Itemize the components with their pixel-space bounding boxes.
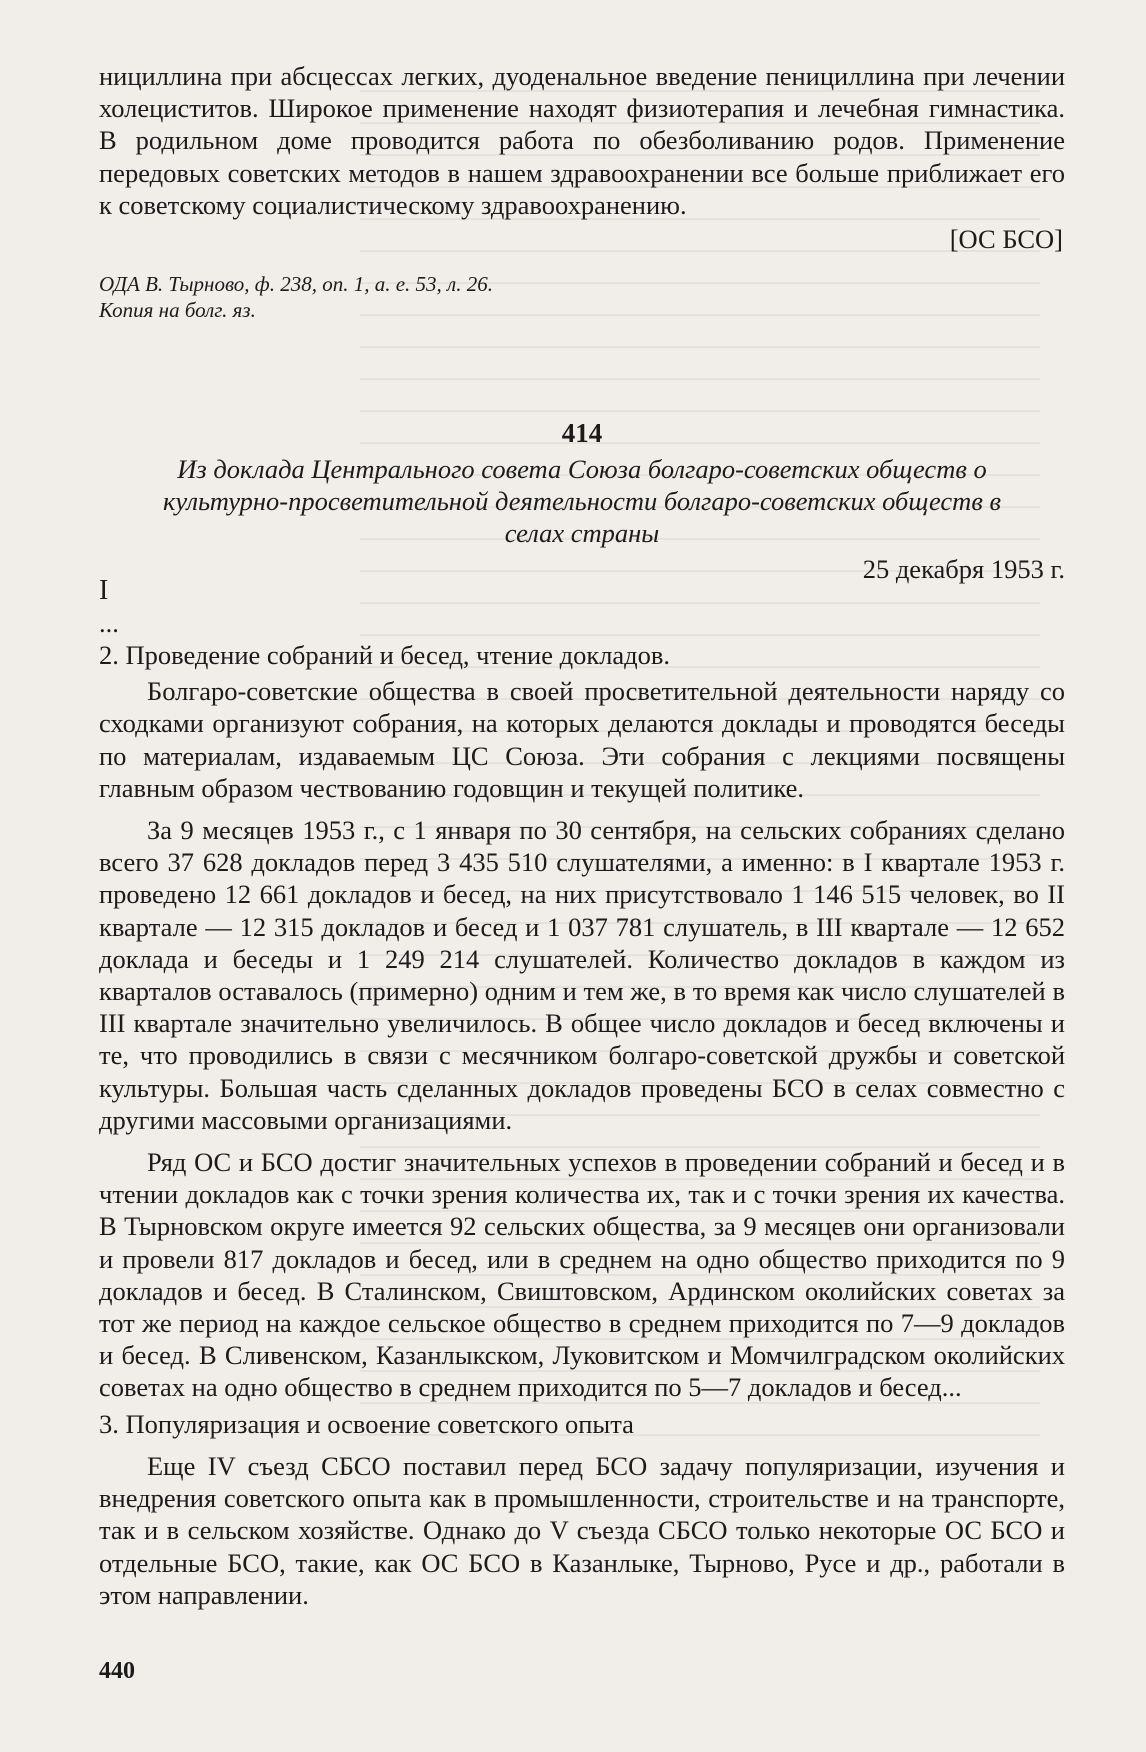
section-2-paragraph-1: Болгаро-советские общества в своей просветительной деятельности наряду со сходками организуют собрания, на которых делаются доклады и проводятся беседы по материалам, издаваемым ЦС Союза. Эти собрания с лекциями посвящены главным образом чествованию годовщин и текущей политике. (99, 676, 1065, 803)
omission-ellipsis: ... (99, 608, 119, 639)
signature: [ОС БСО] (949, 224, 1063, 255)
document-page (99, 60, 1065, 1611)
section-2-paragraph-2: За 9 месяцев 1953 г., с 1 января по 30 сентября, на сельских собраниях сделано всего 37 628 докладов перед 3 435 510 слушателями, а именно: в I квартале 1953 г. проведено 12 661 докладов и бесед, на них присутствовало 1 146 515 человек, во II квартале — 12 315 докладов и бесед и 1 037 781 слушатель, в III квартале — 12 652 доклада и беседы и 1 249 214 слушателей. Количество докладов в каждом из кварталов оставалось (примерно) одним и тем же, в то время как число слушателей в III квартале значительно увеличилось. В общее число докладов и бесед включены и те, что проводились в связи с месячником болгаро-советской дружбы и советской культуры. Большая часть сделанных докладов проведены БСО в селах совместно с другими массовыми организациями. (99, 815, 1065, 1135)
section-2-heading: 2. Проведение собраний и бесед, чтение докладов. (99, 640, 671, 671)
date-row (99, 553, 1065, 609)
copy-note: Копия на болг. яз. (99, 298, 256, 323)
section-3-heading: 3. Популяризация и освоение советского опыта (99, 1408, 634, 1439)
section-3-paragraph-1: Еще IV съезд СБСО поставил перед БСО задачу популяризации, изучения и внедрения советского опыта как в промышленности, строительстве и на транспорте, так и в сельском хозяйстве. Однако до V съезда СБСО только некоторые ОС БСО и отдельные БСО, такие, как ОС БСО в Казанлыке, Тырново, Русе и др., работали в этом направлении. (99, 1450, 1065, 1610)
document-date: 25 декабря 1953 г. (862, 554, 1065, 585)
document-number: 414 (561, 418, 603, 449)
archive-source (99, 271, 1065, 323)
archive-reference: ОДА В. Тырново, ф. 238, оп. 1, а. е. 53, л. 26. (99, 272, 493, 297)
document-title: Из доклада Центрального совета Союза болгаро-советских обществ о культурно-просветительной деятельности болгаро-советских обществ в селах страны (163, 454, 1001, 549)
opening-paragraph: нициллина при абсцессах легких, дуоденальное введение пенициллина при лечении холециститов. Широкое применение находят физиотерапия и лечебная гимнастика. В родильном доме проводится работа по обезболиванию родов. Применение передовых советских методов в нашем здравоохранении все больше приближает его к советскому социалистическому здравоохранению. (99, 61, 1065, 220)
section-2-paragraph-3: Ряд ОС и БСО достиг значительных успехов в проведении собраний и бесед и в чтении докладов как с точки зрения количества их, так и с точки зрения их качества. В Тырновском округе имеется 92 сельских общества, за 9 месяцев они организовали и провели 817 докладов и бесед, или в среднем на одно общество приходится по 9 докладов и бесед. В Сталинском, Свиштовском, Ардинском околийских советах за тот же период на каждое сельское общество в среднем приходится по 7—9 докладов и бесед. В Сливенском, Казанлыкском, Луковитском и Момчилградском околийских советах на одно общество в среднем приходится по 5—7 докладов и бесед... (99, 1147, 1065, 1403)
page-number: 440 (99, 1658, 135, 1684)
section-marker: I (99, 575, 109, 607)
